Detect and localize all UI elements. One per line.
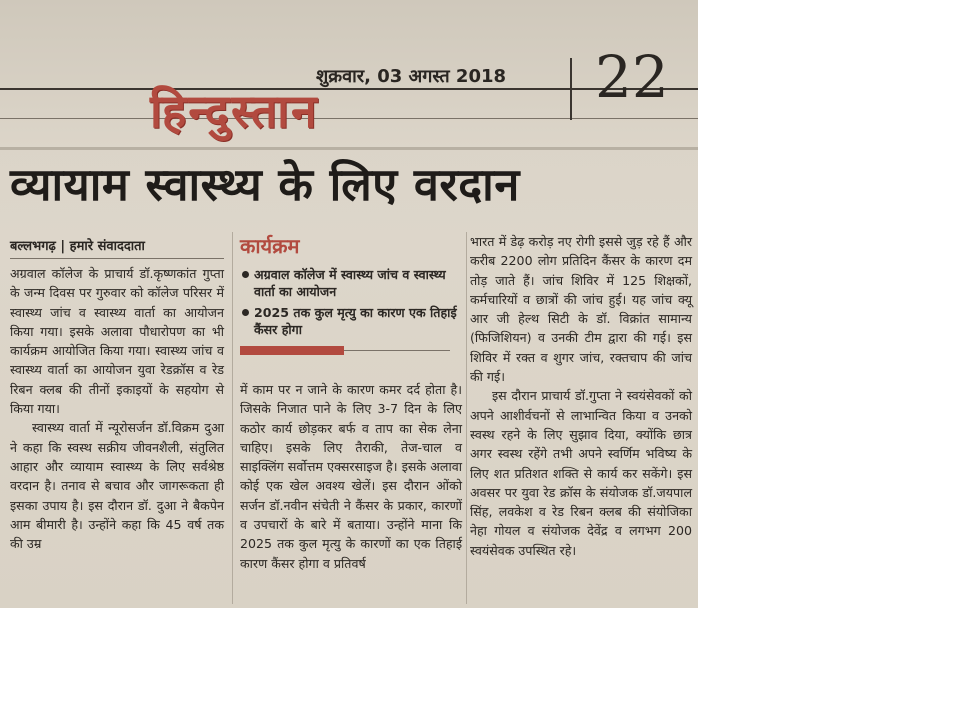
page-number: 22 [595,43,669,111]
masthead-date: शुक्रवार, 03 अगस्त 2018 [316,66,507,87]
bullet-icon [242,309,249,316]
column-separator [232,232,233,604]
byline-rule [10,258,224,259]
masthead-rule-thin [0,118,698,119]
highlights-title: कार्यक्रम [240,234,300,258]
highlights-rule [344,350,450,351]
article-byline: बल्लभगढ़ | हमारे संवाददाता [10,239,145,254]
highlight-item [240,266,458,300]
paragraph: स्वास्थ्य वार्ता में न्यूरोसर्जन डॉ.विक्रम दुआ ने कहा कि स्वस्थ सक्रीय जीवनशैली, संतुलित आहार और व्यायाम स्वास्थ्य के लिए सर्वश्रेष्ठ वरदान है। तनाव से बचाव और जागरूकता ही इसका उपाय है। इस दौरान डॉ. दुआ ने बैकपेन आम बीमारी है। उन्होंने कहा कि 45 वर्ष तक की उम्र [10,420,224,552]
paragraph: भारत में डेढ़ करोड़ नए रोगी इससे जुड़ रहे हैं और करीब 2200 लोग प्रतिदिन कैंसर के कारण दम तोड़ जाते हैं। जांच शिविर में 125 शिक्षकों, कर्मचारियों व छात्रों की जांच हुई। यह जांच क्यू आर जी हेल्थ सिटी के डॉ. विक्रांत सामान्य (फिजिशियन) व उनकी टीम द्वारा की गई। इस शिविर में रक्त व शुगर जांच, रक्तचाप की जांच की गई। [470,234,692,385]
paragraph: में काम पर न जाने के कारण कमर दर्द होता है। जिसके निजात पाने के लिए 3-7 दिन के लिए कठोर कार्य छोड़कर बर्फ व ताप का सेक लेना चाहिए। इसके लिए तैराकी, तेज-चाल व साइक्लिंग सर्वोत्तम एक्सरसाइज है। इसके अलावा कोई एक खेल अवश्य खेलें। इस दौरान ओंको सर्जन डॉ.नवीन संचेती ने कैंसर के प्रकार, कारणों व उपचारों के बारे में बताया। उन्होंने माना कि 2025 तक कुल मृत्यु के कारणों का एक तिहाई कारण कैंसर होगा व प्रतिवर्ष [240,382,462,571]
newspaper-name: हिन्दुस्तान [150,84,319,138]
paragraph: अग्रवाल कॉलेज के प्राचार्य डॉ.कृष्णकांत गुप्ता के जन्म दिवस पर गुरुवार को कॉलेज परिसर में स्वास्थ्य जांच व स्वास्थ्य वार्ता का आयोजन किया गया। इसके अलावा पौधारोपण का भी कार्यक्रम आयोजित किया गया। स्वास्थ्य जांच व स्वास्थ्य वार्ता का आयोजन युवा रेडक्रॉस व रेड रिबन क्लब की तीनों इकाइयों के सहयोग से किया गया। [10,266,224,417]
article-headline: व्यायाम स्वास्थ्य के लिए वरदान [10,158,520,211]
article-column-3 [470,232,692,560]
highlight-item [240,304,458,338]
highlights-bar [240,346,344,355]
article-column-1 [10,264,224,553]
masthead-divider [570,58,572,120]
masthead-rule [0,88,698,90]
article-column-2 [240,380,462,573]
column-separator [466,232,467,604]
highlights-list [240,266,458,342]
clipping-edge [0,147,698,150]
paragraph: इस दौरान प्राचार्य डॉ.गुप्ता ने स्वयंसेवकों को अपने आशीर्वचनों से लाभान्वित किया व उनको स्वस्थ रहने के लिए सुझाव दिया, क्योंकि छात्र अगर स्वस्थ रहेंगे तभी अपने स्वर्णिम भविष्य के लिए शत प्रतिशत शक्ति से कार्य कर सकेंगे। इस अवसर पर युवा रेड क्रॉस के संयोजक डॉ.जयपाल सिंह, लवकेश व रेड रिबन क्लब की संयोजिका नेहा गोयल व संयोजक देवेंद्र व लगभग 200 स्वयंसेवक उपस्थित रहे। [470,388,692,558]
highlight-text: 2025 तक कुल मृत्यु का कारण एक तिहाई कैंसर होगा [254,305,457,337]
bullet-icon [242,271,249,278]
highlight-text: अग्रवाल कॉलेज में स्वास्थ्य जांच व स्वास्थ्य वार्ता का आयोजन [254,267,446,299]
